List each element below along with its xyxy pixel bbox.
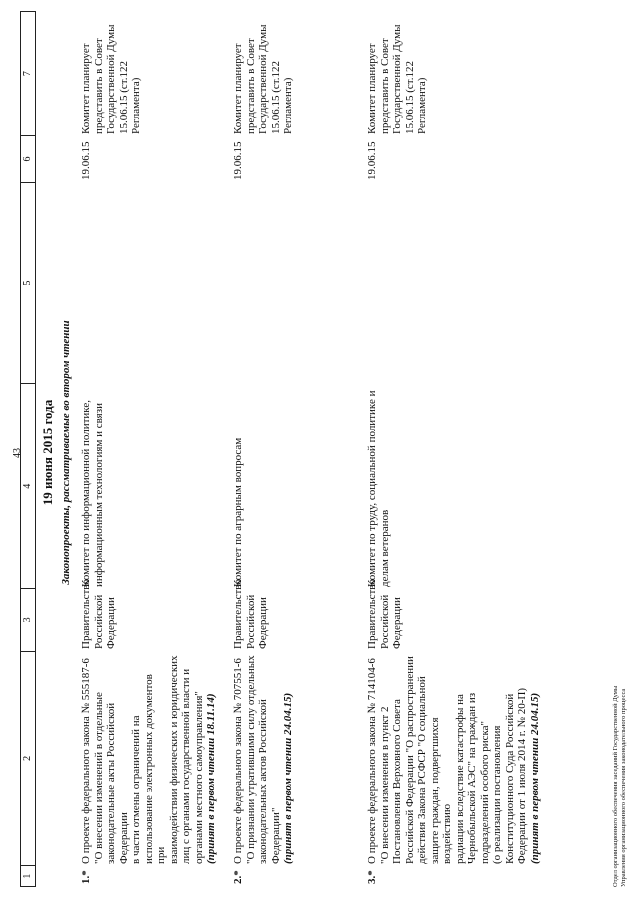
committee: Комитет по аграрным вопросам (232, 437, 244, 587)
bill-title-line: Конституционного Суда Российской (503, 693, 516, 864)
column-number: 2 (21, 651, 35, 866)
committee: Комитет по информационной политике, информационным технологиям и связи (80, 399, 105, 587)
table-row (80, 13, 218, 887)
page-number: 43 (12, 448, 23, 458)
bill-title (232, 652, 295, 867)
column-number: 3 (21, 588, 35, 651)
column-number: 5 (21, 182, 35, 384)
row-number: 3.* (366, 870, 378, 884)
bill-title-line: Федерации" (269, 807, 282, 864)
plan: Комитет планирует представить в Совет Государственной Думы 15.06.15 (ст.122 Регламента) (232, 24, 294, 134)
date: 19.06.15 (366, 141, 378, 180)
initiator: Правительство Российской Федерации (232, 579, 269, 649)
bill-title-line: Федерации от 1 июля 2014 г. № 20-П) (516, 687, 528, 864)
bill-title (366, 652, 541, 867)
bill-title-line: использование электронных документов при (142, 674, 167, 864)
first-reading-note: (принят в первом чтении 24.04.15) (282, 692, 294, 864)
date: 19.06.15 (232, 141, 244, 180)
column-number: 6 (21, 135, 35, 182)
plan: Комитет планирует представить в Совет Государственной Думы 15.06.15 (ст.122 Регламента) (366, 24, 428, 134)
bill-title-line: Чернобыльской АЭС" на граждан из (466, 692, 478, 864)
date-heading: 19 июня 2015 года (40, 399, 55, 506)
bill-title-line: "О внесении изменения в пункт 2 (378, 706, 391, 864)
bill-title-line: "О внесении изменений в отдельные (92, 692, 105, 864)
footer-line: Управления организационного обеспечения законодательного процесса (620, 688, 627, 887)
initiator: Правительство Российской Федерации (80, 579, 117, 649)
bill-title-line: действия Закона РСФСР "О социальной (416, 676, 428, 864)
bill-title-line: Постановления Верховного Совета (391, 699, 403, 864)
bill-title-line: (о реализации постановления (491, 725, 503, 864)
row-number: 2.* (232, 870, 244, 884)
bill-title-line: Российской Федерации "О распространении (403, 656, 416, 864)
column-number-header (20, 11, 36, 887)
bill-title-line: О проекте федерального закона № 714104-6 (366, 658, 378, 864)
row-number: 1.* (80, 870, 92, 884)
column-5-cell (80, 183, 218, 385)
bill-title-line: "О признании утратившими силу отдельных (244, 655, 257, 864)
table-row (232, 13, 295, 887)
bill-title-line: законодательных актов Российской (257, 699, 269, 864)
column-5-cell (366, 183, 541, 385)
column-number: 7 (22, 71, 33, 77)
committee: Комитет по труду, социальной политике и делам ветеранов (366, 390, 391, 587)
bill-title-line: органами местного самоуправления" (192, 691, 205, 864)
first-reading-note: (принят в первом чтении 18.11.14) (205, 693, 217, 864)
bill-title-line: в части отмены ограничений на (130, 715, 142, 864)
bill-title-line: лиц с органами государственной власти и (180, 668, 192, 864)
bill-title-line: О проекте федерального закона № 707551-6 (232, 658, 244, 864)
footer-line: Отдел организационного обеспечения заседаний Государственной Думы (612, 685, 619, 887)
bill-title-line: взаимодействии физических и юридических (167, 655, 180, 864)
bill-title-line: защите граждан, подвергшихся воздействию (428, 717, 453, 864)
bill-title-line: законодательные акты Российской Федерации (105, 702, 130, 864)
column-number: 1 (21, 865, 35, 886)
column-5-cell (232, 183, 295, 385)
bill-title-line: О проекте федерального закона № 555187-6 (80, 658, 92, 864)
bill-title-line: подразделений особого риска" (478, 720, 491, 864)
date: 19.06.15 (80, 141, 92, 180)
footer (612, 686, 628, 887)
column-number: 4 (21, 383, 35, 588)
first-reading-note: (принят в первом чтении 24.04.15) (528, 692, 541, 864)
bill-title (80, 652, 218, 867)
initiator: Правительство Российской Федерации (366, 579, 403, 649)
section-heading: Законопроекты, рассматриваемые во втором чтении (60, 320, 72, 585)
plan: Комитет планирует представить в Совет Государственной Думы 15.06.15 (ст.122 Регламента) (80, 24, 142, 134)
table-row (366, 13, 541, 887)
bill-title-line: радиации вследствие катастрофы на (453, 694, 466, 864)
